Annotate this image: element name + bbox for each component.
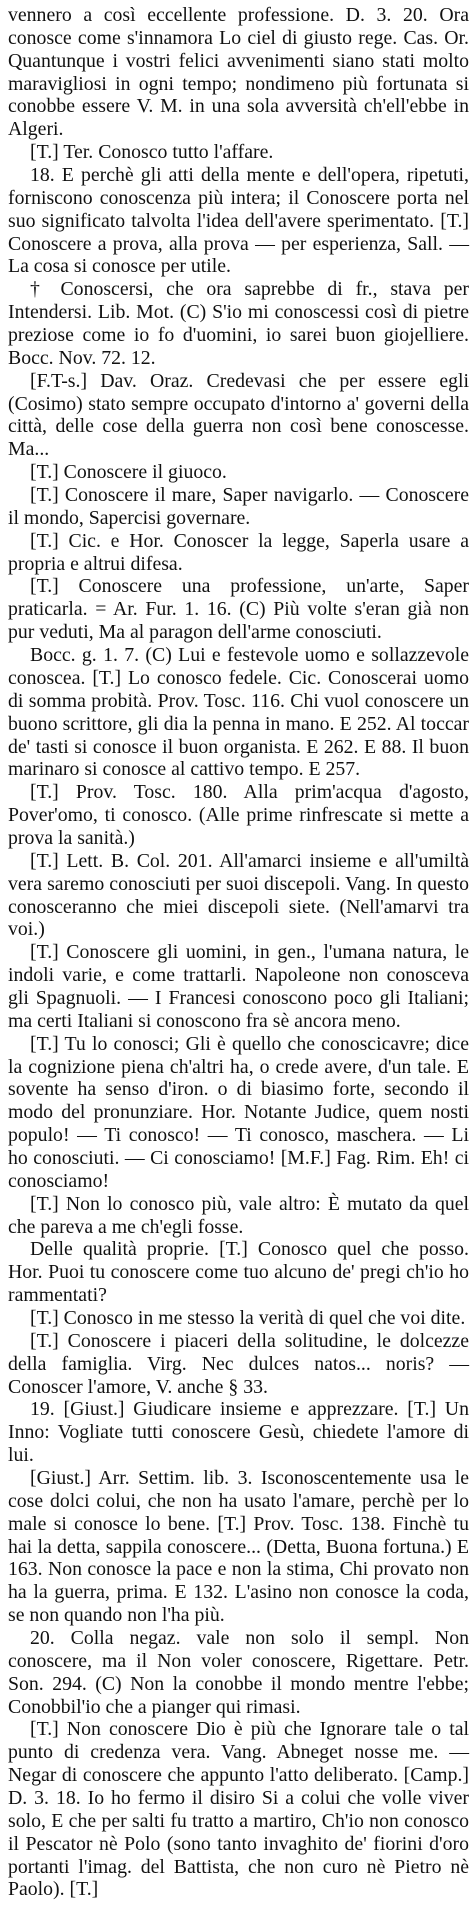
entry-paragraph-section-20: 20. Colla negaz. vale non solo il sempl. Non conoscere, ma il Non voler conoscere, Rigettare. Petr. Son. 294. (C) Non la conobbe il mondo mentre l'ebbe; Conobbil'io che a pianger qui rimasi.: [8, 1627, 469, 1718]
entry-paragraph: [T.] Cic. e Hor. Conoscer la legge, Saperla usare a propria e altrui difesa.: [8, 529, 469, 575]
entry-paragraph: [T.] Conoscere una professione, un'arte, Saper praticarla. = Ar. Fur. 1. 16. (C) Più volte s'eran già non pur veduti, Ma al paragon dell'arme conosciuti.: [8, 575, 469, 644]
entry-paragraph: [T.] Conoscere i piaceri della solitudine, le dolcezze della famiglia. Virg. Nec dulces natos... noris? — Conoscer l'amore, V. anche § 33.: [8, 1329, 469, 1398]
entry-paragraph: [T.] Non lo conosco più, vale altro: È mutato da quel che pareva a me ch'egli fosse.: [8, 1192, 469, 1238]
entry-paragraph: [T.] Non conoscere Dio è più che Ignorare tale o tal punto di credenza vera. Vang. Abneget nosse me. — Negar di conoscere che appunto l'atto deliberato. [Camp.] D. 3. 18. Io ho fermo il disiro Si a colui che volle viver solo, E che per salti fu tratto a martiro, Ch'io non conosco il Pescator nè Polo (sono tanto invaghito de' fiorini d'oro portanti l'imag. del Battista, che non curo nè Pietro nè Paolo). [T.]: [8, 1718, 469, 1901]
entry-paragraph: [F.T-s.] Dav. Oraz. Credevasi che per essere egli (Cosimo) stato sempre occupato d'intorno a' governi della città, delle cose della guerra non così bene conoscesse. Ma...: [8, 369, 469, 461]
entry-paragraph: Bocc. g. 1. 7. (C) Lui e festevole uomo e sollazzevole conoscea. [T.] Lo conosco fedele. Cic. Conoscerai uomo di somma probità. Prov. Tosc. 116. Chi vuol conoscere un buono scrittore, gli dia la penna in mano. E 252. Al toccar de' tasti si conosce il buon organista. E 262. E 88. Il buon marinaro si conosce al cattivo tempo. E 257.: [8, 644, 469, 781]
entry-paragraph: [T.] Prov. Tosc. 180. Alla prim'acqua d'agosto, Pover'omo, ti conosco. (Alle prime rinfrescate si mette a prova la sanità.): [8, 781, 469, 849]
entry-paragraph: [T.] Tu lo conosci; Gli è quello che conoscicavre; dice la cognizione piena ch'altri ha, o crede avere, d'un tale. E sovente ha senso d'iron. o di biasimo forte, secondo il modo del pronunziare. Hor. Notante Judice, quem nosti populo! — Ti conosco! — Ti conosco, maschera. — Li ho conosciuti. — Ci conosciamo! [M.F.] Fag. Rim. Eh! ci conosciamo!: [8, 1032, 469, 1192]
entry-paragraph: † Conoscersi, che ora saprebbe di fr., stava per Intendersi. Lib. Mot. (C) S'io mi conoscessi così di pietre preziose come io fo d'uomini, io sarei buon giojelliere. Bocc. Nov. 72. 12.: [8, 278, 469, 369]
entry-paragraph: [T.] Ter. Conosco tutto l'affare.: [30, 141, 274, 164]
entry-paragraph: [T.] Lett. B. Col. 201. All'amarci insieme e all'umiltà vera saremo conosciuti per suoi discepoli. Vang. In questo conosceranno che miei discepoli siete. (Nell'amarvi tra voi.): [8, 849, 469, 941]
entry-paragraph: [T.] Conoscere il mare, Saper navigarlo. — Conoscere il mondo, Sapercisi governare.: [8, 484, 469, 529]
entry-paragraph: [T.] Conosco in me stesso la verità di quel che voi dite.: [30, 1306, 466, 1329]
entry-paragraph: Delle qualità proprie. [T.] Conosco quel che posso. Hor. Puoi tu conoscere come tuo alcuno de' pregi ch'io ho rammentati?: [8, 1238, 469, 1307]
entry-paragraph: [Giust.] Arr. Settim. lib. 3. Isconoscentemente usa le cose dolci colui, che non ha usato l'amare, perchè per lo male si conosce lo bene. [T.] Prov. Tosc. 138. Finchè tu hai la detta, sappila conoscere... (Detta, Buona fortuna.) E 163. Non conosce la pace e non la stima, Chi provato non ha la guerra, prima. E 132. L'asino non conosce la coda, se non quando non l'ha più.: [8, 1467, 469, 1627]
entry-paragraph: [T.] Conoscere gli uomini, in gen., l'umana natura, le indoli varie, e come trattarli. Napoleone non conosceva gli Spagnuoli. — I Francesi conoscono poco gli Italiani; ma certi Italiani si conoscono fra sè ancora meno.: [8, 941, 469, 1032]
entry-paragraph-section-19: 19. [Giust.] Giudicare insieme e apprezzare. [T.] Un Inno: Vogliate tutti conoscere Gesù, chiedete l'amore di lui.: [8, 1398, 469, 1467]
entry-paragraph-section-18: 18. E perchè gli atti della mente e dell'opera, ripetuti, forniscono conoscenza più intera; il Conoscere porta nel suo significato talvolta l'idea dell'avere sperimentato. [T.] Conoscere a prova, alla prova — per esperienza, Sall. — La cosa si conosce per utile.: [8, 164, 469, 278]
entry-paragraph: [T.] Conoscere il giuoco.: [30, 461, 227, 484]
entry-paragraph: vennero a così eccellente professione. D. 3. 20. Ora conosce come s'innamora Lo ciel di giusto rege. Cas. Or. Quantunque i vostri felici avvenimenti siano stati molto maravigliosi in ogni tempo; nondimeno più fortunata si conobbe essere V. M. in una sola avversità ch'ell'ebbe in Algeri.: [8, 4, 469, 141]
